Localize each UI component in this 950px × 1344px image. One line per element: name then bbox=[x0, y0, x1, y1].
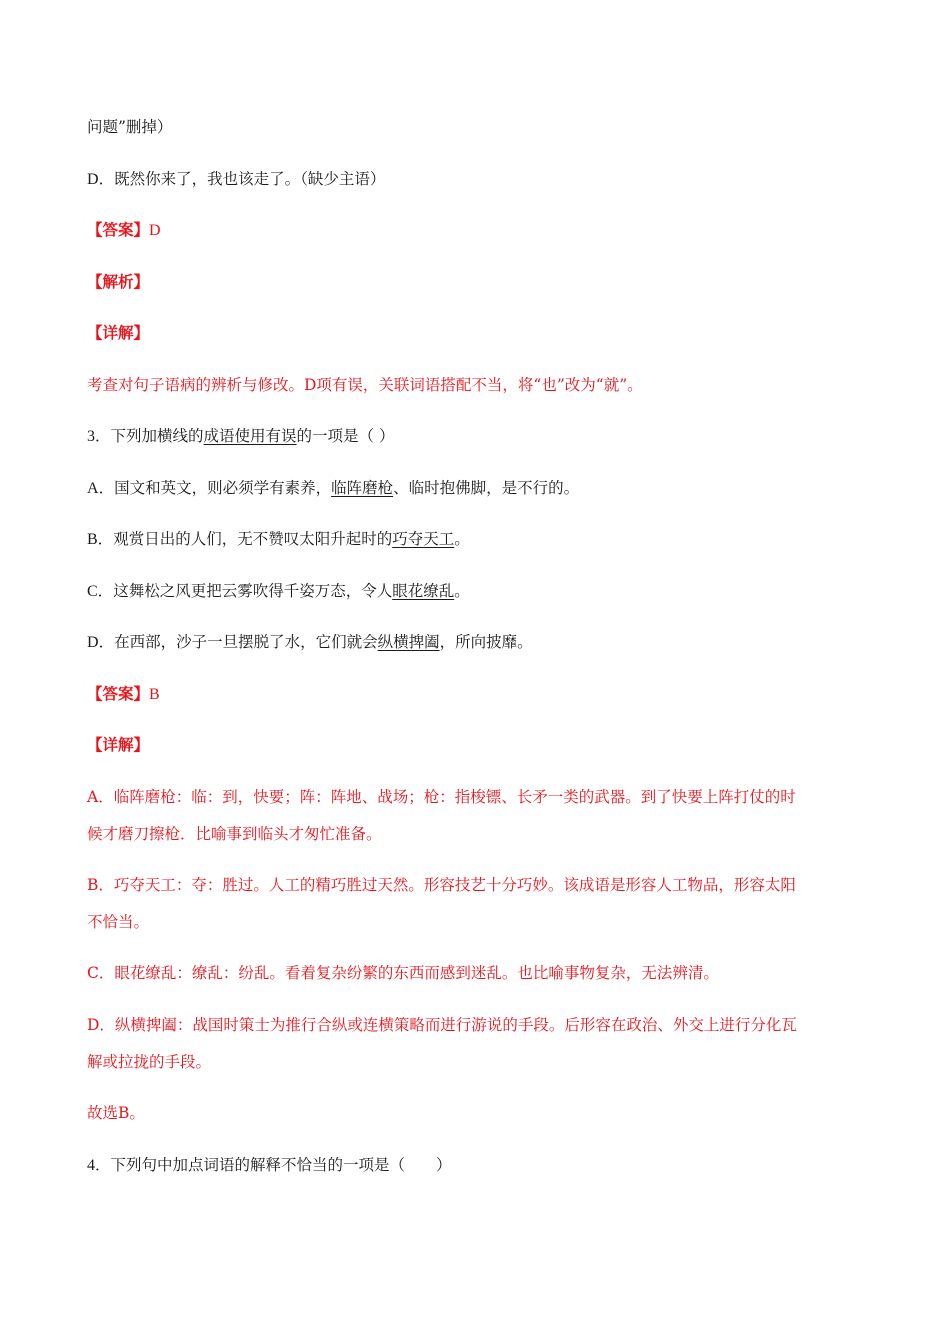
explanation-text: C．眼花缭乱：缭乱：纷乱。看着复杂纷繁的东西而感到迷乱。也比喻事物复杂，无法辨清。 bbox=[87, 964, 719, 982]
option-letter: C bbox=[87, 583, 98, 600]
option-post: 、临时抱佛脚，是不行的。 bbox=[393, 479, 580, 497]
q3-option-c bbox=[87, 581, 857, 602]
explanation-text: D．纵横捭阖：战国时策士为推行合纵或连横策略而进行游说的手段。后形容在政治、外交上进行分化瓦 bbox=[87, 1016, 797, 1034]
conclusion-text: 故选B。 bbox=[87, 1104, 145, 1122]
answer-value: B bbox=[149, 686, 160, 703]
q2-answer bbox=[87, 220, 857, 241]
q3-answer bbox=[87, 684, 857, 705]
option-dot: ． bbox=[98, 170, 115, 188]
explanation-text: 解或拉拢的手段。 bbox=[87, 1053, 212, 1071]
q2-detail-text bbox=[87, 375, 857, 395]
continuation-text: 问题”删掉） bbox=[87, 118, 173, 136]
q3-conclusion bbox=[87, 1103, 857, 1123]
explanation-text: A．临阵磨枪：临：到，快要；阵：阵地、战场；枪：指梭镖、长矛一类的武器。到了快要上阵打仗的时 bbox=[87, 788, 796, 806]
option-pre: 在西部，沙子一旦摆脱了水，它们就会 bbox=[114, 633, 378, 651]
option-letter: B bbox=[87, 531, 98, 548]
analysis-label: 【解析】 bbox=[87, 272, 150, 291]
option-letter: D bbox=[87, 634, 99, 651]
q3-detail-label bbox=[87, 735, 857, 755]
stem-underlined: 成语使用有误 bbox=[203, 427, 297, 445]
q3-explanation-b-line2 bbox=[87, 912, 857, 932]
detail-label: 【详解】 bbox=[87, 735, 150, 754]
answer-value: D bbox=[149, 222, 161, 239]
q4-stem bbox=[87, 1155, 857, 1176]
option-post: ，所向披靡。 bbox=[439, 633, 533, 651]
answer-label: 【答案】 bbox=[87, 684, 150, 703]
option-idiom: 眼花缭乱 bbox=[392, 582, 455, 600]
option-idiom: 临阵磨枪 bbox=[331, 479, 394, 497]
option-dot: ． bbox=[97, 582, 114, 600]
stem-post: 的一项是（ ） bbox=[296, 427, 395, 445]
detail-text: 考查对句子语病的辨析与修改。D项有误，关联词语搭配不当，将“也”改为“就”。 bbox=[87, 376, 643, 394]
q2-detail-label bbox=[87, 323, 857, 343]
option-idiom: 纵横捭阖 bbox=[377, 633, 440, 651]
option-text: 既然你来了，我也该走了。（缺少主语） bbox=[114, 170, 386, 188]
option-pre: 国文和英文，则必须学有素养， bbox=[114, 479, 332, 497]
option-pre: 观赏日出的人们，无不赞叹太阳升起时的 bbox=[113, 530, 393, 548]
q3-option-b bbox=[87, 529, 857, 550]
q3-option-a bbox=[87, 478, 857, 499]
question-dot: ． bbox=[95, 1156, 111, 1174]
option-dot: ． bbox=[98, 479, 115, 497]
option-dot: ． bbox=[97, 530, 114, 548]
q3-explanation-d-line1 bbox=[87, 1015, 857, 1035]
explanation-text: B．巧夺天工：夺：胜过。人工的精巧胜过天然。形容技艺十分巧妙。该成语是形容人工物品，形容太阳 bbox=[87, 876, 796, 894]
stem-pre: 下列加横线的 bbox=[110, 427, 204, 445]
option-idiom: 巧夺天工 bbox=[392, 530, 455, 548]
q3-explanation-c bbox=[87, 963, 857, 983]
option-pre: 这舞松之风更把云雾吹得千姿万态，令人 bbox=[113, 582, 393, 600]
option-post: 。 bbox=[454, 530, 470, 548]
option-letter: D bbox=[87, 171, 99, 188]
q3-explanation-b-line1 bbox=[87, 875, 857, 895]
answer-label: 【答案】 bbox=[87, 220, 150, 239]
question-dot: ． bbox=[95, 427, 111, 445]
q2-analysis-label bbox=[87, 272, 857, 292]
explanation-text: 候才磨刀擦枪．比喻事到临头才匆忙准备。 bbox=[87, 825, 382, 843]
q3-option-d bbox=[87, 632, 857, 653]
q2-continuation bbox=[87, 117, 857, 137]
stem-text: 下列句中加点词语的解释不恰当的一项是（ ） bbox=[110, 1156, 452, 1174]
option-dot: ． bbox=[98, 633, 115, 651]
q3-explanation-a-line2 bbox=[87, 824, 857, 844]
explanation-text: 不恰当。 bbox=[87, 913, 150, 931]
option-letter: A bbox=[87, 480, 99, 497]
q2-option-d bbox=[87, 169, 857, 190]
q3-explanation-d-line2 bbox=[87, 1052, 857, 1072]
question-number: 4 bbox=[87, 1157, 95, 1174]
question-number: 3 bbox=[87, 428, 95, 445]
q3-explanation-a-line1 bbox=[87, 787, 857, 807]
q3-stem bbox=[87, 426, 857, 447]
detail-label: 【详解】 bbox=[87, 323, 150, 342]
option-post: 。 bbox=[454, 582, 470, 600]
